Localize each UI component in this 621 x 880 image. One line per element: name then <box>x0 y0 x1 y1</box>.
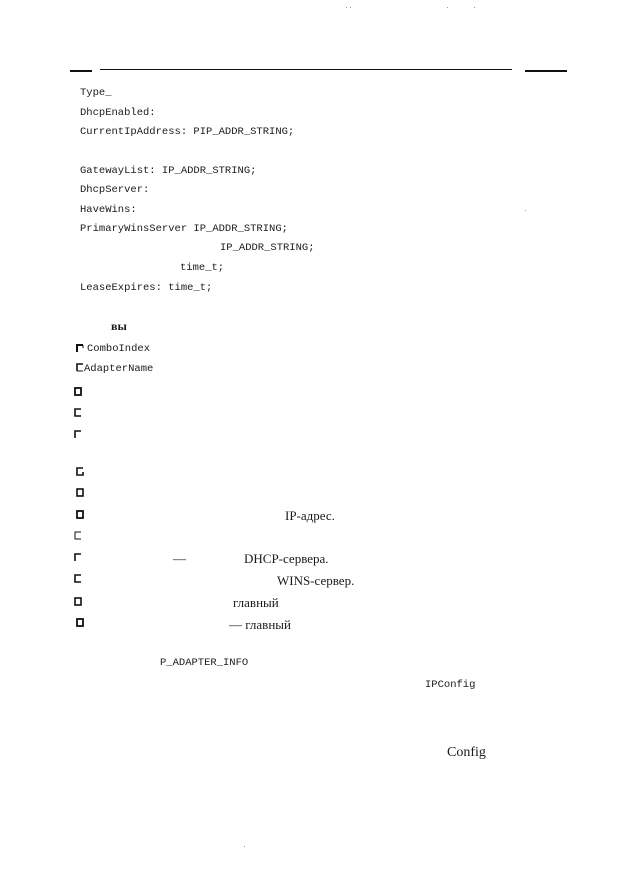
code-line-current-ip: CurrentIpAddress: PIP_ADDR_STRING; <box>80 126 295 138</box>
code-line-lease-expires: LeaseExpires: time_t; <box>80 282 213 294</box>
bullet-code-combo-index: ComboIndex <box>87 343 151 355</box>
code-line-type: Type_ <box>80 87 112 99</box>
bullet-icon <box>76 467 83 475</box>
bullet-text-secondary: — главный <box>229 617 291 632</box>
bullet-icon <box>74 553 81 561</box>
scan-speck <box>447 7 448 8</box>
bullet-icon <box>74 408 81 416</box>
code-line-secondary-wins: IP_ADDR_STRING; <box>220 242 315 254</box>
scan-speck <box>244 846 245 847</box>
bullet-icon <box>76 363 83 371</box>
bullet-icon <box>74 387 81 395</box>
top-rule-short-right <box>525 70 567 72</box>
code-line-gateway-list: GatewayList: IP_ADDR_STRING; <box>80 165 257 177</box>
bullet-icon <box>76 344 83 352</box>
scan-speck <box>346 7 347 8</box>
code-line-dhcp-enabled: DhcpEnabled: <box>80 107 156 119</box>
top-rule-short-left <box>70 70 92 72</box>
bullet-icon <box>76 510 83 518</box>
scan-speck <box>350 7 351 8</box>
top-rule-main <box>100 69 512 70</box>
bullet-icon <box>76 488 83 496</box>
bullet-icon <box>74 597 81 605</box>
bullet-text-ip-address: IP-адрес. <box>285 508 335 523</box>
heading-fragment: вы <box>111 319 127 333</box>
scan-speck <box>525 210 526 211</box>
code-line-primary-wins: PrimaryWinsServer IP_ADDR_STRING; <box>80 223 288 235</box>
config-text: Config <box>447 745 486 760</box>
bullet-text-wins-server: WINS-сервер. <box>277 573 355 588</box>
bullet-icon <box>74 574 81 582</box>
scan-speck <box>474 7 475 8</box>
code-line-lease-obtained: time_t; <box>180 262 225 274</box>
bullet-text-dhcp-server: DHCP-сервера. <box>244 551 329 566</box>
code-line-dhcp-server: DhcpServer: <box>80 184 150 196</box>
bullet-code-adapter-name: AdapterName <box>84 363 154 375</box>
bullet-icon <box>74 430 81 438</box>
bullet-icon <box>74 531 81 539</box>
ipconfig-code: IPConfig <box>425 679 476 691</box>
bullet-icon <box>76 618 83 626</box>
bullet-dash: — <box>173 551 186 566</box>
struct-name-adapter-info: P_ADAPTER_INFO <box>160 657 249 669</box>
code-line-have-wins: HaveWins: <box>80 204 137 216</box>
bullet-text-primary: главный <box>233 595 279 610</box>
